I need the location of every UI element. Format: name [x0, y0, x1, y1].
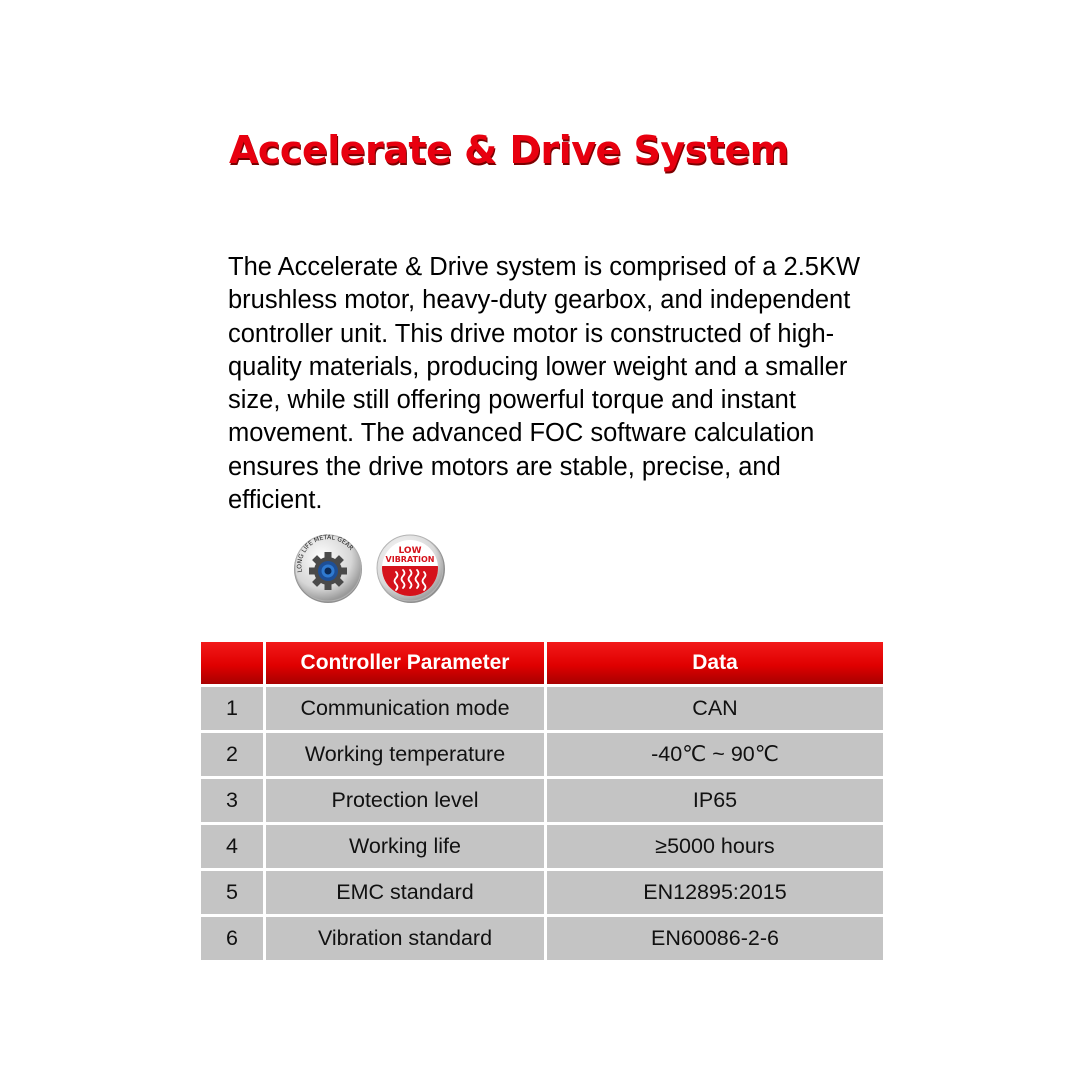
- table-row: [201, 825, 883, 868]
- row-parameter: EMC standard: [266, 871, 544, 914]
- column-header-parameter: Controller Parameter: [266, 642, 544, 684]
- gear-icon: [290, 530, 366, 606]
- page-title: Accelerate & Drive System: [229, 128, 789, 172]
- gear-badge-text: LONG LIFE METAL GEAR: [296, 534, 355, 573]
- row-data: ≥5000 hours: [547, 825, 883, 868]
- row-data: EN12895:2015: [547, 871, 883, 914]
- row-data: EN60086-2-6: [547, 917, 883, 960]
- vibration-badge-line1: LOW: [398, 546, 422, 556]
- row-parameter: Protection level: [266, 779, 544, 822]
- row-data: IP65: [547, 779, 883, 822]
- row-data: CAN: [547, 687, 883, 730]
- table-row: [201, 687, 883, 730]
- row-index: 6: [201, 917, 263, 960]
- table-row: [201, 871, 883, 914]
- row-parameter: Vibration standard: [266, 917, 544, 960]
- vibration-icon: [373, 530, 449, 606]
- long-life-metal-gear-badge: [290, 530, 366, 606]
- table-row: [201, 779, 883, 822]
- table-row: [201, 917, 883, 960]
- row-index: 2: [201, 733, 263, 776]
- row-index: 4: [201, 825, 263, 868]
- row-parameter: Communication mode: [266, 687, 544, 730]
- vibration-badge-line2: VIBRATION: [385, 555, 435, 564]
- table-header-row: [201, 642, 883, 684]
- row-index: 1: [201, 687, 263, 730]
- row-parameter: Working life: [266, 825, 544, 868]
- column-header-data: Data: [547, 642, 883, 684]
- row-index: 5: [201, 871, 263, 914]
- description-paragraph: The Accelerate & Drive system is comprised of a 2.5KW brushless motor, heavy-duty gearbox, and independent controller unit. This drive motor is constructed of high-quality materials, producing lower weight and a smaller size, while still offering powerful torque and instant movement. The advanced FOC software calculation ensures the drive motors are stable, precise, and efficient.: [228, 253, 861, 515]
- row-data: -40℃ ~ 90℃: [547, 733, 883, 776]
- controller-parameter-table: [198, 639, 886, 963]
- row-parameter: Working temperature: [266, 733, 544, 776]
- row-index: 3: [201, 779, 263, 822]
- low-vibration-badge: [373, 530, 449, 606]
- table-row: [201, 733, 883, 776]
- feature-badges: [290, 530, 460, 610]
- column-header-index: [201, 642, 263, 684]
